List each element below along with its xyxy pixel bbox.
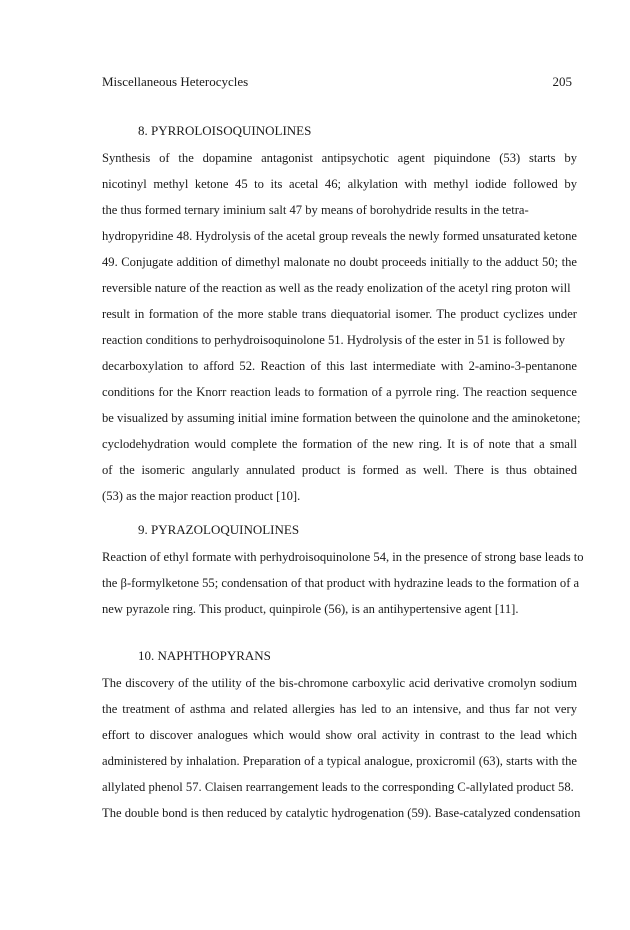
- text-line: (53) as the major reaction product [10].: [102, 489, 301, 503]
- text-line: be visualized by assuming initial imine formation between the quinolone and the aminoketone;: [102, 411, 581, 425]
- text-line: decarboxylation to afford 52. Reaction of this last intermediate with 2-amino-3-pentanone: [102, 359, 577, 373]
- page-number: 205: [552, 74, 572, 89]
- section-heading-pyrazoloquinolines: 9. PYRAZOLOQUINOLINES: [138, 522, 300, 537]
- text-line: the treatment of asthma and related allergies has led to an intensive, and thus far not very: [102, 702, 577, 716]
- text-line: The discovery of the utility of the bis-chromone carboxylic acid derivative cromolyn sodium: [102, 676, 577, 690]
- text-line: the β-formylketone 55; condensation of that product with hydrazine leads to the formation of a: [102, 576, 580, 590]
- text-line: conditions for the Knorr reaction leads to formation of a pyrrole ring. The reaction sequence: [102, 385, 577, 399]
- text-line: 49. Conjugate addition of dimethyl malonate no doubt proceeds initially to the adduct 50; the: [102, 255, 577, 269]
- running-head-title: Miscellaneous Heterocycles: [102, 74, 249, 89]
- text-line: cyclodehydration would complete the formation of the new ring. It is of note that a small: [102, 437, 577, 451]
- text-line: nicotinyl methyl ketone 45 to its acetal 46; alkylation with methyl iodide followed by: [102, 177, 577, 191]
- paragraph-naphthopyrans: [102, 670, 581, 826]
- paragraph-pyrazoloquinolines: [102, 544, 584, 622]
- text-line: Synthesis of the dopamine antagonist antipsychotic agent piquindone (53) starts by: [102, 151, 577, 165]
- text-line: hydropyridine 48. Hydrolysis of the acetal group reveals the newly formed unsaturated ketone: [102, 229, 577, 243]
- text-line: allylated phenol 57. Claisen rearrangement leads to the corresponding C-allylated product 58.: [102, 780, 574, 794]
- text-line: reversible nature of the reaction as well as the ready enolization of the acetyl ring proton will: [102, 281, 571, 295]
- text-line: Reaction of ethyl formate with perhydroisoquinolone 54, in the presence of strong base leads to: [102, 550, 584, 564]
- text-line: new pyrazole ring. This product, quinpirole (56), is an antihypertensive agent [11].: [102, 602, 519, 616]
- text-line: effort to discover analogues which would show oral activity in contrast to the lead which: [102, 728, 577, 742]
- text-line: result in formation of the more stable trans diequatorial isomer. The product cyclizes under: [102, 307, 577, 321]
- paragraph-pyrroloisoquinolines: [102, 145, 581, 509]
- text-line: reaction conditions to perhydroisoquinolone 51. Hydrolysis of the ester in 51 is followed by: [102, 333, 566, 347]
- section-heading-pyrroloisoquinolines: 8. PYRROLOISOQUINOLINES: [138, 123, 312, 138]
- text-line: administered by inhalation. Preparation of a typical analogue, proxicromil (63), starts with the: [102, 754, 577, 768]
- text-line: The double bond is then reduced by catalytic hydrogenation (59). Base-catalyzed condensation: [102, 806, 581, 820]
- text-line: the thus formed ternary iminium salt 47 by means of borohydride results in the tetra-: [102, 203, 529, 217]
- section-heading-naphthopyrans: 10. NAPHTHOPYRANS: [138, 648, 271, 663]
- text-line: of the isomeric angularly annulated product is formed as well. There is thus obtained: [102, 463, 577, 477]
